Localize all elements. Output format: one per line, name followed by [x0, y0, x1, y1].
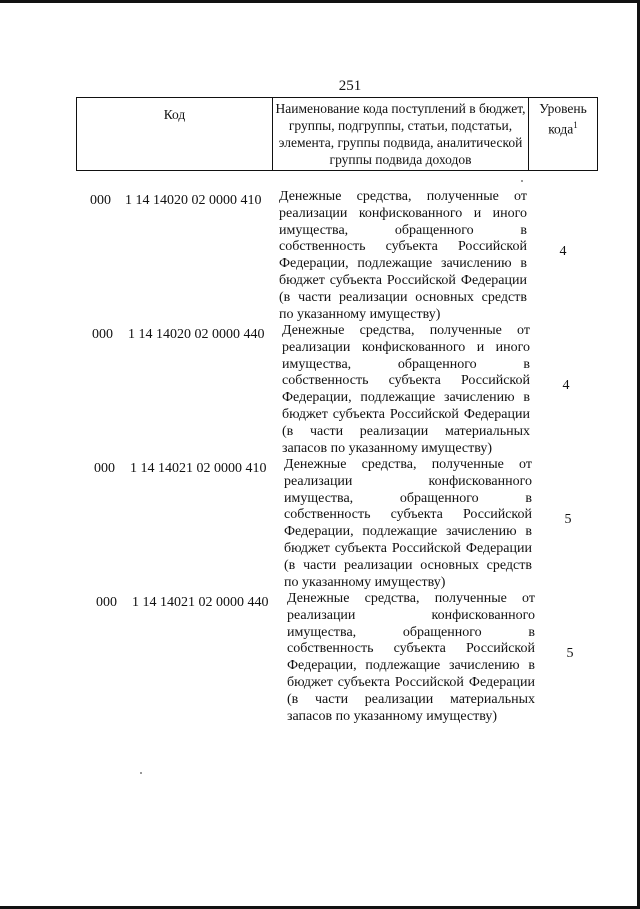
header-level-cell — [528, 98, 597, 170]
row-description: Денежные средства, полученные от реализации конфискованного и иного имущества, обращенного в собственность субъекта Российской Федерации, подлежащие зачислению в бюджет субъекта Российской Федерации (в части реализации основных средств по указанному имуществу) — [279, 189, 527, 322]
page-border-top — [0, 0, 640, 3]
row-code: 1 14 14021 02 0000 440 — [132, 595, 269, 610]
row-description: Денежные средства, полученные от реализации конфискованного имущества, обращенного в собственность субъекта Российской Федерации, подлежащие зачислению в бюджет субъекта Российской Федерации (в части реализации материальных запасов по указанному имуществу) — [287, 591, 535, 724]
header-level-footnote: 1 — [573, 120, 578, 130]
row-prefix: 000 — [90, 193, 111, 208]
row-description: Денежные средства, полученные от реализации конфискованного имущества, обращенного в собственность субъекта Российской Федерации, подлежащие зачислению в бюджет субъекта Российской Федерации (в части реализации основных средств по указанному имуществу) — [284, 457, 532, 590]
header-code-label: Код — [163, 107, 186, 122]
row-code: 1 14 14021 02 0000 410 — [130, 461, 267, 476]
row-level: 4 — [562, 378, 570, 393]
scan-speck — [140, 772, 142, 774]
header-name-label: Наименование кода поступлений в бюджет, группы, подгруппы, статьи, подстатьи, элемента, группы подвида, аналитической группы подвида доходов — [275, 101, 526, 167]
table-header — [76, 97, 598, 171]
row-prefix: 000 — [92, 327, 113, 342]
page-number: 251 — [338, 78, 362, 94]
row-level: 4 — [559, 244, 567, 259]
row-level: 5 — [566, 646, 574, 661]
header-name-cell — [272, 98, 528, 170]
row-prefix: 000 — [94, 461, 115, 476]
row-code: 1 14 14020 02 0000 440 — [128, 327, 265, 342]
header-code-cell — [76, 98, 272, 170]
scan-speck — [521, 180, 523, 182]
header-level-label: Уровень кода — [539, 101, 587, 137]
row-level: 5 — [564, 512, 572, 527]
row-code: 1 14 14020 02 0000 410 — [125, 193, 262, 208]
row-prefix: 000 — [96, 595, 117, 610]
row-description: Денежные средства, полученные от реализации конфискованного и иного имущества, обращенного в собственность субъекта Российской Федерации, подлежащие зачислению в бюджет субъекта Российской Федерации (в части реализации материальных запасов по указанному имуществу) — [282, 323, 530, 456]
